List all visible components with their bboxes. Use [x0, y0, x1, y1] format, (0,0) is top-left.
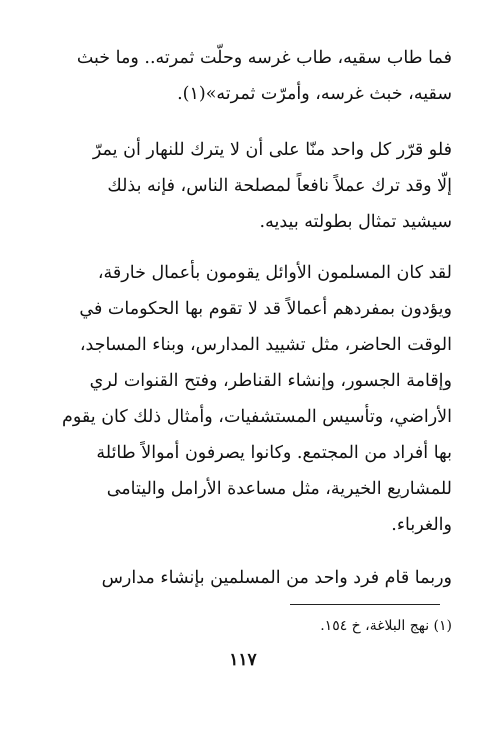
text-line: للمشاريع الخيرية، مثل مساعدة الأرامل واليتامى [106, 479, 452, 499]
text-line: بها أفراد من المجتمع. وكانوا يصرفون أموالاً طائلة [96, 443, 452, 463]
page-number: ١١٧ [229, 650, 257, 670]
paragraph-4 [34, 560, 452, 596]
text-line: لقد كان المسلمون الأوائل يقومون بأعمال خارقة، [97, 263, 452, 283]
text-line: ويؤدون بمفردهم أعمالاً قد لا تقوم بها الحكومات في [79, 299, 452, 319]
text-line: الأراضي، وتأسيس المستشفيات، وأمثال ذلك كان يقوم [62, 407, 452, 427]
text-line: فما طاب سقيه، طاب غرسه وحلّت ثمرته.. وما خبث [76, 48, 452, 68]
text-line: فلو قرّر كل واحد منّا على أن لا يترك للنهار أن يمرّ [92, 140, 452, 160]
text-line: وربما قام فرد واحد من المسلمين بإنشاء مدارس [101, 568, 452, 588]
paragraph-1 [34, 40, 452, 112]
text-line: سيشيد تمثال بطولته بيديه. [259, 212, 452, 232]
paragraph-2 [34, 132, 452, 240]
text-line: والغرباء. [391, 515, 452, 535]
text-line: وإقامة الجسور، وإنشاء القناطر، وفتح القنوات لري [89, 371, 452, 391]
footnote-divider [290, 604, 440, 605]
footnote: (١) نهج البلاغة، خ ١٥٤. [320, 618, 452, 634]
text-line: إلّا وقد ترك عملاً نافعاً لمصلحة الناس، فإنه بذلك [107, 176, 452, 196]
paragraph-3 [34, 255, 452, 543]
text-line: الوقت الحاضر، مثل تشييد المدارس، وبناء المساجد، [79, 335, 452, 355]
text-line: سقيه، خبث غرسه، وأمرّت ثمرته»(١). [177, 84, 452, 104]
